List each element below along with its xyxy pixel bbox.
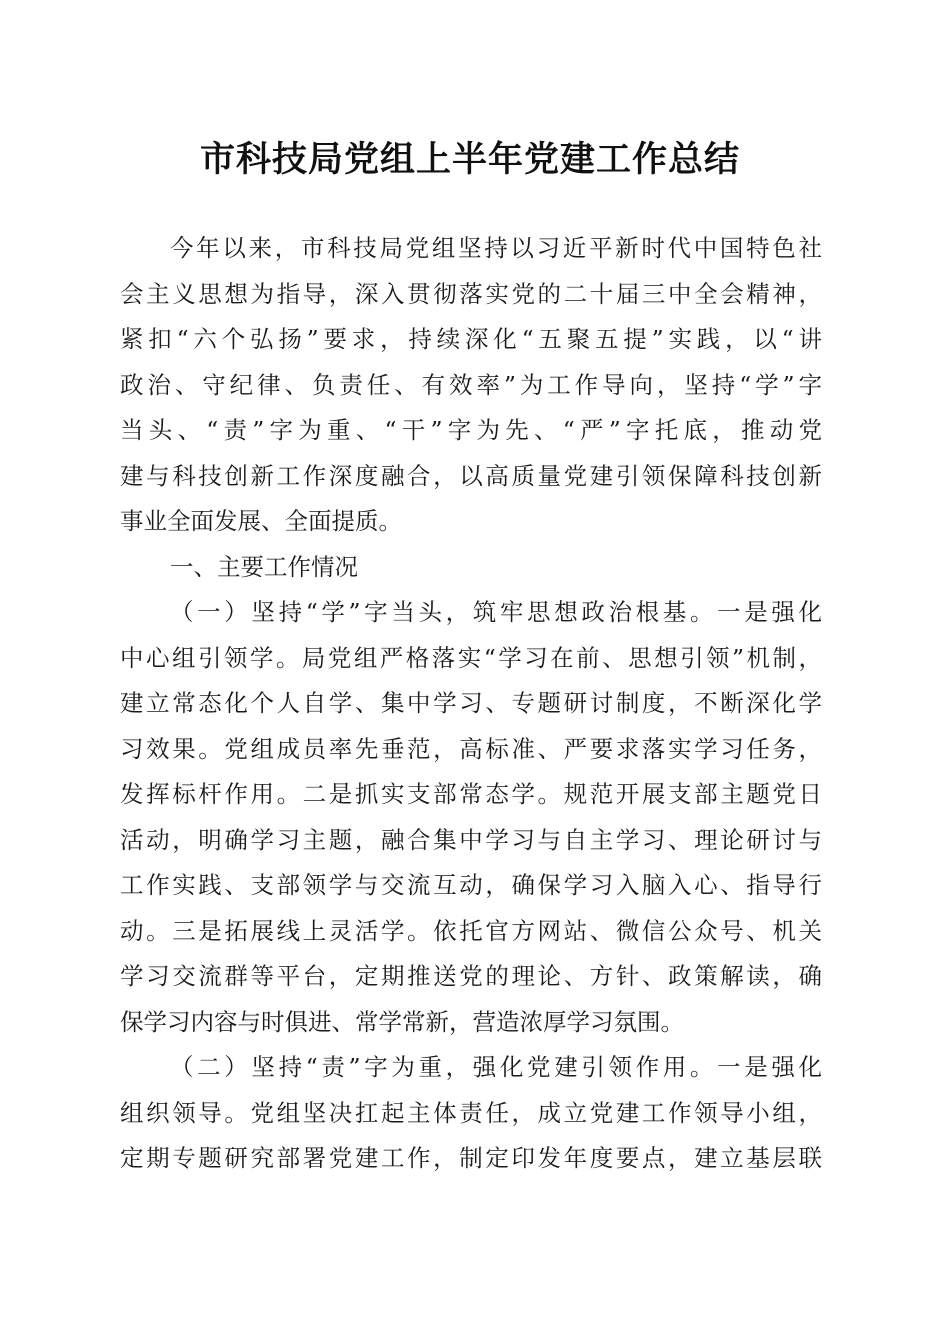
- text-line: （一）坚持“学”字当头，筑牢思想政治根基。一是强化: [170, 598, 822, 626]
- text-line: 政治、守纪律、负责任、有效率”为工作导向，坚持“学”字: [120, 370, 822, 399]
- text-line: 建与科技创新工作深度融合，以高质量党建引领保障科技创新: [120, 461, 822, 490]
- text-line: 工作实践、支部领学与交流互动，确保学习入脑入心、指导行: [120, 871, 822, 899]
- text-line: 组织领导。党组坚决扛起主体责任，成立党建工作领导小组，: [120, 1098, 822, 1127]
- intro-paragraph: [120, 226, 822, 545]
- text-line: 当头、“责”字为重、“干”字为先、“严”字托底，推动党: [120, 416, 822, 444]
- subsection-paragraph-2: [120, 1045, 822, 1182]
- text-line: 中心组引领学。局党组严格落实“学习在前、思想引领”机制，: [120, 643, 822, 672]
- text-line: 发挥标杆作用。二是抓实支部常态学。规范开展支部主题党日: [120, 780, 822, 808]
- text-line: 会主义思想为指导，深入贯彻落实党的二十届三中全会精神，: [120, 279, 822, 308]
- text-line: 今年以来，市科技局党组坚持以习近平新时代中国特色社: [170, 234, 822, 262]
- subsection-paragraph-1: [120, 590, 822, 1045]
- document-title: 市科技局党组上半年党建工作总结: [199, 139, 740, 180]
- document-body: [120, 226, 822, 1182]
- text-line: 动。三是拓展线上灵活学。依托官方网站、微信公众号、机关: [120, 916, 822, 945]
- text-line: 习效果。党组成员率先垂范，高标准、严要求落实学习任务，: [120, 734, 822, 763]
- text-line: 建立常态化个人自学、集中学习、专题研讨制度，不断深化学: [120, 689, 822, 717]
- text-line: 紧扣“六个弘扬”要求，持续深化“五聚五提”实践，以“讲: [120, 325, 822, 353]
- text-line: 事业全面发展、全面提质。: [120, 507, 402, 535]
- text-line: 保学习内容与时俱进、常学常新，营造浓厚学习氛围。: [120, 1007, 684, 1036]
- text-line: 定期专题研究部署党建工作，制定印发年度要点，建立基层联: [120, 1144, 822, 1172]
- section-heading: 一、主要工作情况: [170, 552, 358, 581]
- text-line: 活动，明确学习主题，融合集中学习与自主学习、理论研讨与: [120, 825, 822, 854]
- text-line: 学习交流群等平台，定期推送党的理论、方针、政策解读，确: [120, 962, 822, 990]
- text-line: （二）坚持“责”字为重，强化党建引领作用。一是强化: [170, 1053, 822, 1081]
